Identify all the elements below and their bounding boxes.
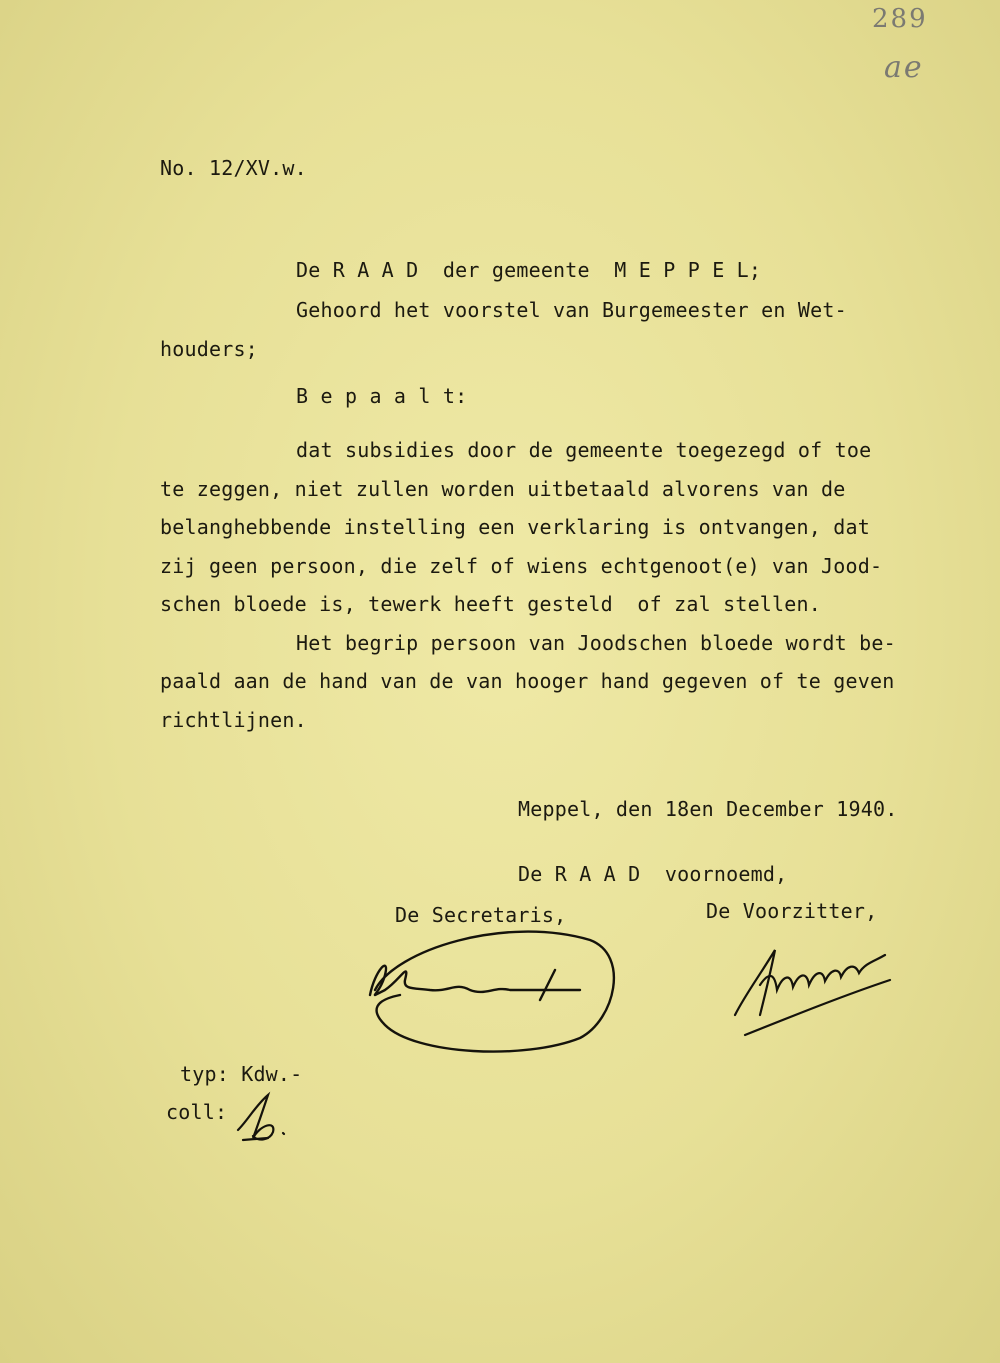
heard-line-1: Gehoord het voorstel van Burgemeester en Wet-: [296, 298, 847, 322]
decides-heading: B e p a a l t:: [296, 384, 468, 408]
place-date: Meppel, den 18en December 1940.: [518, 797, 898, 821]
body-line: richtlijnen.: [160, 708, 307, 732]
body-line: schen bloede is, tewerk heeft gesteld of zal stellen.: [160, 592, 822, 616]
chairman-label: De Voorzitter,: [706, 899, 878, 923]
body-line: paald aan de hand van de van hooger hand gegeven of te geven: [160, 669, 895, 693]
archive-page-number: 289: [872, 4, 928, 34]
opening-line: De R A A D der gemeente M E P P E L;: [296, 258, 762, 282]
heard-line-2: houders;: [160, 337, 258, 361]
council-line: De R A A D voornoemd,: [518, 862, 788, 886]
collation-initial: [228, 1090, 298, 1150]
body-line: belanghebbende instelling een verklaring is ontvangen, dat: [160, 515, 870, 539]
body-line: Het begrip persoon van Joodschen bloede wordt be-: [296, 631, 896, 655]
archive-pencil-mark: ae: [884, 50, 924, 85]
secretary-label: De Secretaris,: [395, 903, 567, 927]
body-line: zij geen persoon, die zelf of wiens echtgenoot(e) van Jood-: [160, 554, 883, 578]
reference-number: No. 12/XV.w.: [160, 156, 307, 180]
typist-note: typ: Kdw.-: [180, 1062, 303, 1086]
collated-note: coll:: [166, 1100, 228, 1124]
secretary-signature: [355, 920, 625, 1060]
chairman-signature: [725, 945, 900, 1040]
body-line: dat subsidies door de gemeente toegezegd of toe: [296, 438, 872, 462]
body-line: te zeggen, niet zullen worden uitbetaald alvorens van de: [160, 477, 846, 501]
